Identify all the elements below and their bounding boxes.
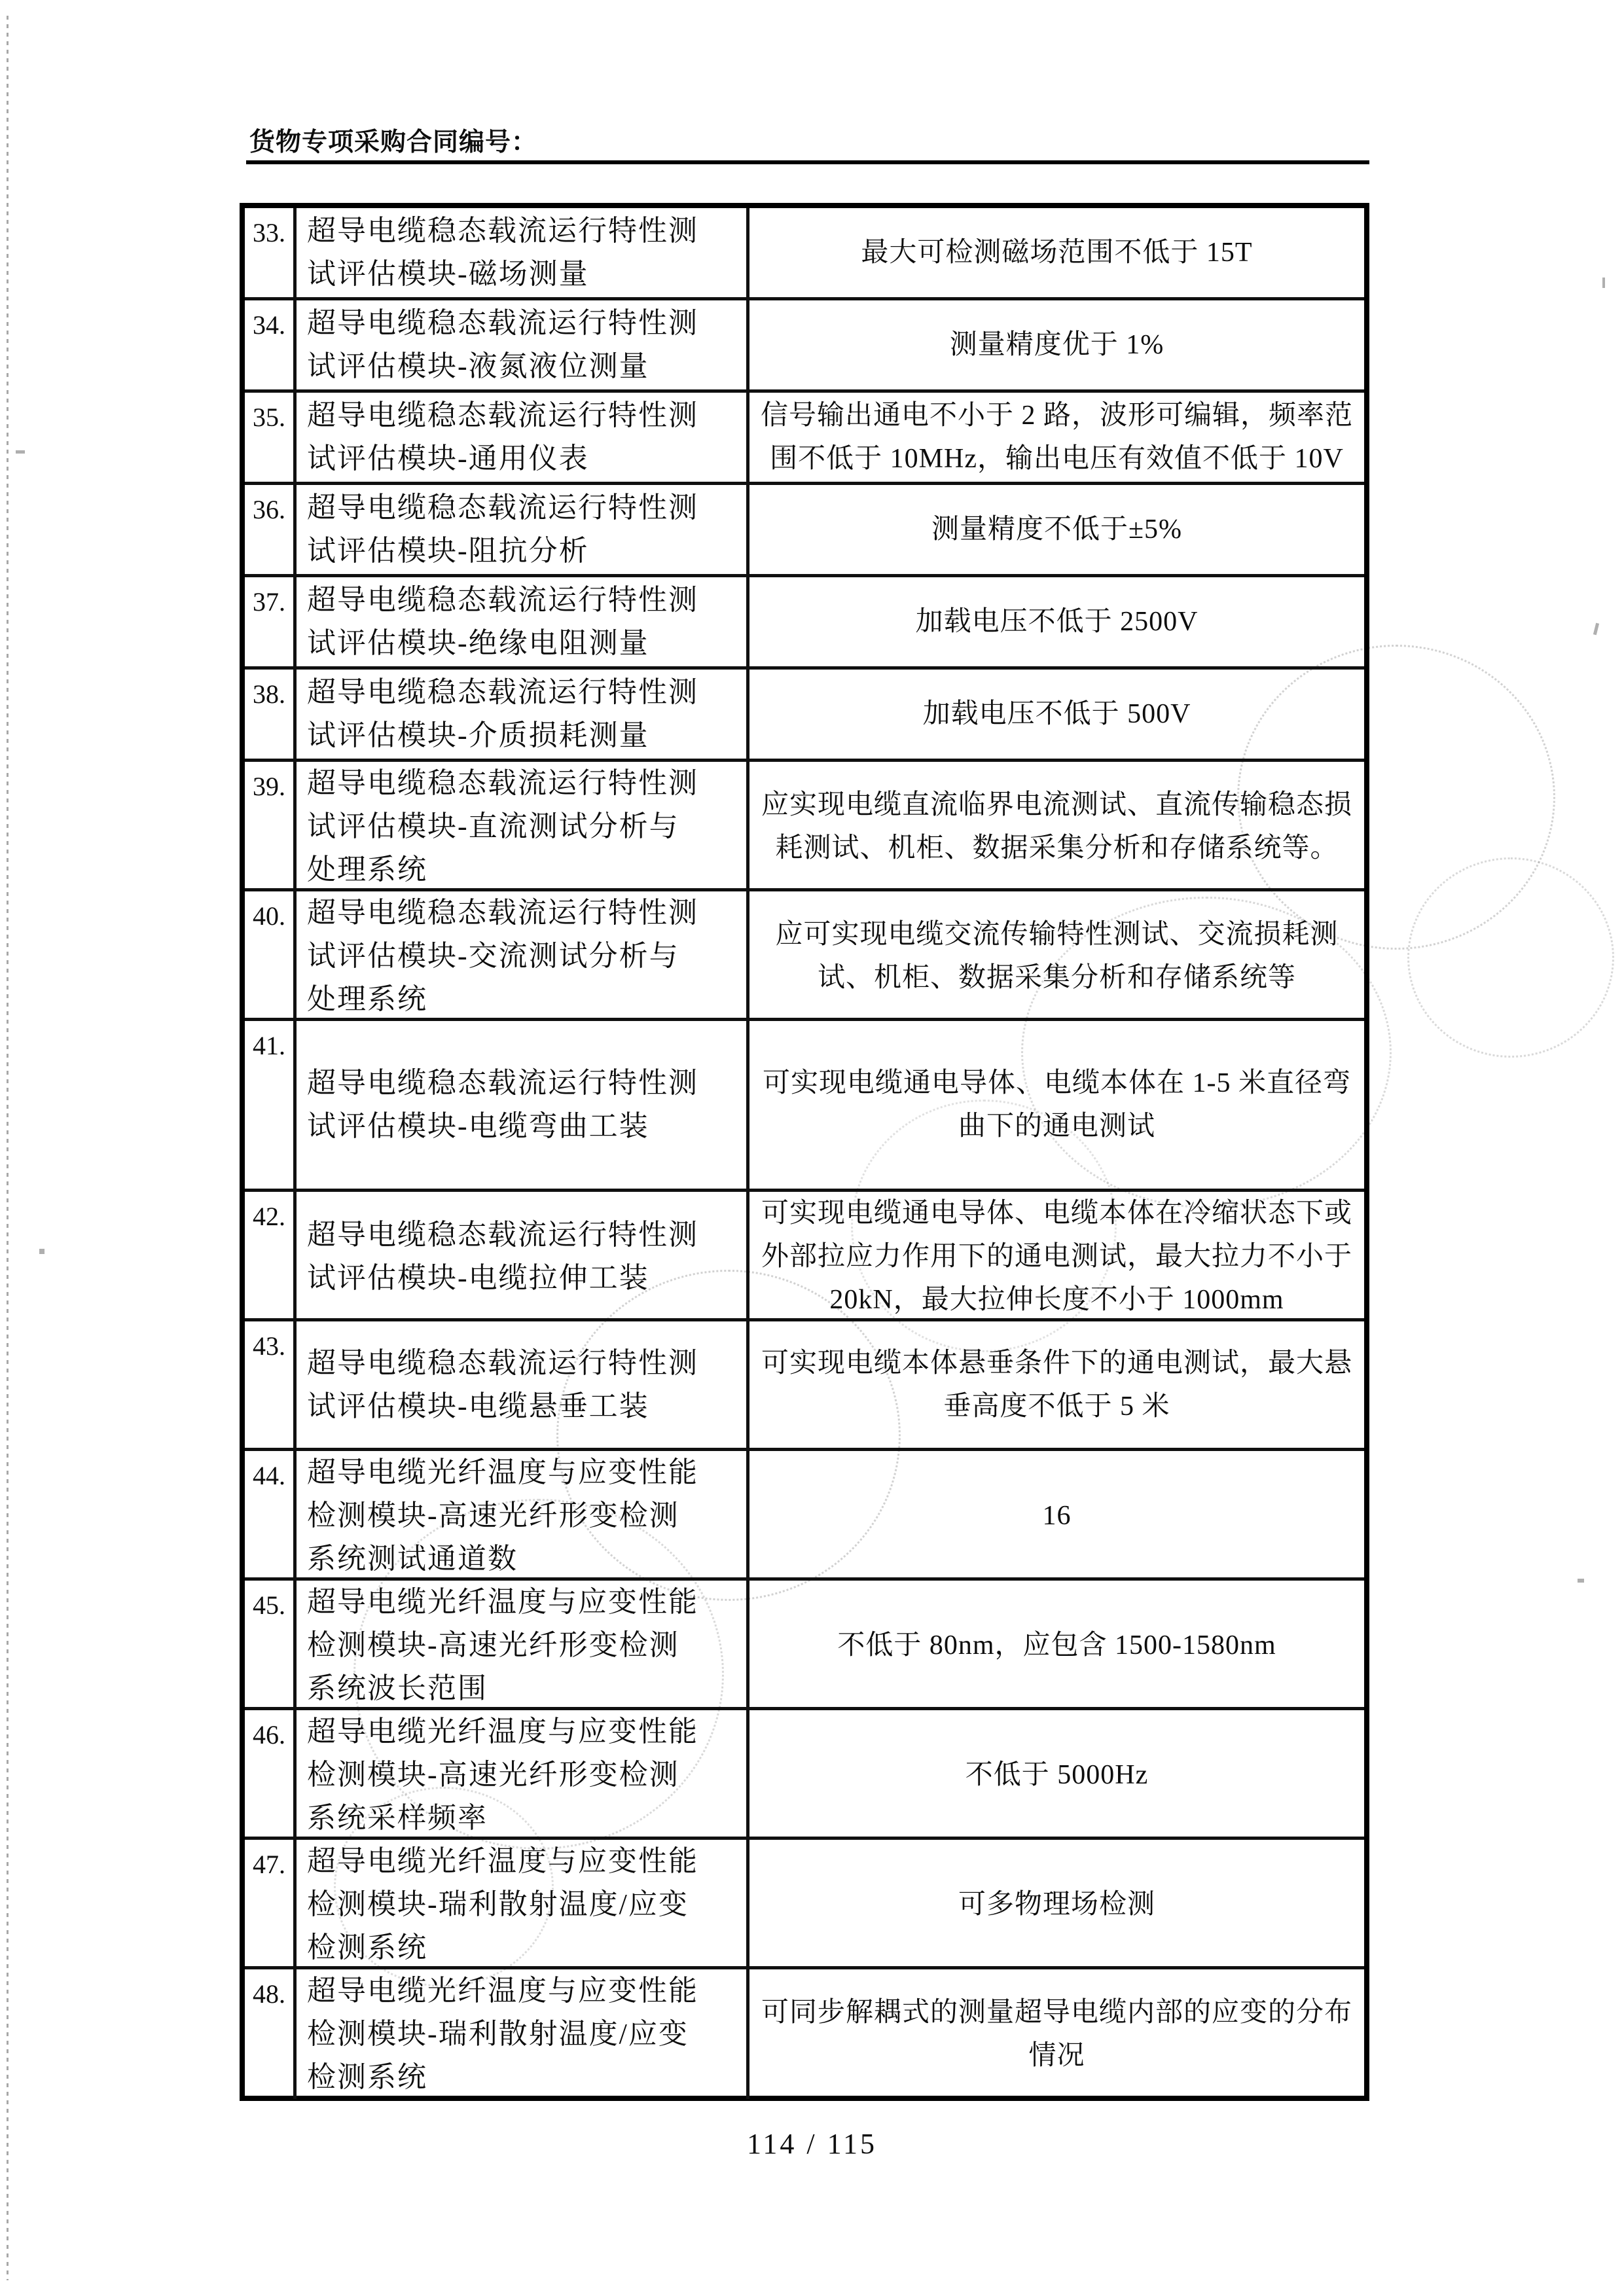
item-description-cell (297, 208, 749, 297)
item-description: 超导电缆光纤温度与应变性能检测模块-高速光纤形变检测系统波长范围 (307, 1586, 698, 1704)
item-specification: 加载电压不低于 500V (922, 699, 1191, 729)
item-description-cell (297, 891, 749, 1021)
item-specification-cell (749, 1321, 1364, 1448)
item-description: 超导电缆稳态载流运行特性测试评估模块-交流测试分析与处理系统 (307, 897, 698, 1015)
item-specification-cell (749, 891, 1364, 1021)
item-specification: 可同步解耦式的测量超导电缆内部的应变的分布情况 (761, 1998, 1352, 2071)
item-description: 超导电缆光纤温度与应变性能检测模块-瑞利散射温度/应变检测系统 (307, 1845, 698, 1964)
item-specification: 不低于 80nm，应包含 1500-1580nm (837, 1630, 1276, 1660)
table-row (245, 1581, 1364, 1710)
item-description-cell (297, 1710, 749, 1840)
row-number: 43. (245, 1321, 297, 1448)
contract-number-label: 货物专项采购合同编号： (249, 128, 538, 156)
row-number: 47. (245, 1840, 297, 1969)
item-description-cell (297, 393, 749, 482)
item-specification-cell (749, 1969, 1364, 2099)
watermark-ring (1407, 857, 1614, 1058)
item-description-cell (297, 762, 749, 891)
row-number: 41. (245, 1021, 297, 1189)
row-number: 39. (245, 762, 297, 891)
item-specification-cell (749, 670, 1364, 759)
item-specification: 测量精度不低于±5% (931, 514, 1183, 545)
row-number: 45. (245, 1581, 297, 1710)
item-specification-cell (749, 762, 1364, 891)
item-specification: 可实现电缆通电导体、电缆本体在 1-5 米直径弯曲下的通电测试 (763, 1068, 1351, 1141)
row-number: 37. (245, 577, 297, 666)
item-description-cell (297, 300, 749, 389)
item-specification: 16 (1042, 1501, 1072, 1531)
item-description: 超导电缆稳态载流运行特性测试评估模块-电缆悬垂工装 (307, 1346, 698, 1422)
row-number: 33. (245, 208, 297, 297)
item-specification: 可实现电缆通电导体、电缆本体在冷缩状态下或外部拉应力作用下的通电测试，最大拉力不小于 20kN，最大拉伸长度不小于 1000mm (761, 1198, 1352, 1315)
contract-number-blank-line (246, 160, 1369, 164)
item-description-cell (297, 1969, 749, 2099)
item-description: 超导电缆稳态载流运行特性测试评估模块-磁场测量 (307, 215, 698, 290)
item-description-cell (297, 670, 749, 759)
item-specification-cell (749, 1192, 1364, 1321)
row-number: 44. (245, 1451, 297, 1581)
row-number: 42. (245, 1192, 297, 1321)
scan-speck (1602, 278, 1605, 288)
item-specification-cell (749, 1840, 1364, 1969)
row-number: 38. (245, 670, 297, 759)
item-specification: 应实现电缆直流临界电流测试、直流传输稳态损耗测试、机柜、数据采集分析和存储系统等。 (761, 790, 1352, 863)
item-specification-cell (749, 300, 1364, 389)
item-description-cell (297, 1840, 749, 1969)
row-number: 36. (245, 485, 297, 574)
scan-speck (1593, 623, 1599, 636)
item-specification-cell (749, 577, 1364, 666)
item-description: 超导电缆光纤温度与应变性能检测模块-瑞利散射温度/应变检测系统 (307, 1975, 698, 2093)
row-number: 48. (245, 1969, 297, 2099)
item-description-cell (297, 485, 749, 574)
table-row (245, 1840, 1364, 1969)
table-row (245, 1192, 1364, 1321)
item-description: 超导电缆稳态载流运行特性测试评估模块-液氮液位测量 (307, 307, 698, 382)
item-description-cell (297, 1192, 749, 1321)
table-row (245, 1710, 1364, 1840)
item-specification-cell (749, 1451, 1364, 1581)
item-specification-cell (749, 1581, 1364, 1710)
item-description: 超导电缆稳态载流运行特性测试评估模块-阻抗分析 (307, 492, 698, 567)
page-number: 114 / 115 (747, 2128, 877, 2160)
table-row (245, 485, 1364, 577)
item-specification: 可多物理场检测 (958, 1890, 1155, 1920)
spec-table (240, 203, 1369, 2101)
item-description: 超导电缆稳态载流运行特性测试评估模块-介质损耗测量 (307, 676, 698, 751)
item-specification: 信号输出通电不小于 2 路，波形可编辑，频率范围不低于 10MHz，输出电压有效值不低于 10V (760, 401, 1353, 474)
item-description: 超导电缆稳态载流运行特性测试评估模块-通用仪表 (307, 399, 698, 475)
item-specification-cell (749, 1710, 1364, 1840)
item-description: 超导电缆稳态载流运行特性测试评估模块-电缆弯曲工装 (307, 1067, 698, 1142)
item-description: 超导电缆稳态载流运行特性测试评估模块-直流测试分析与处理系统 (307, 767, 698, 886)
item-specification: 加载电压不低于 2500V (915, 607, 1199, 637)
table-row (245, 670, 1364, 762)
row-number: 40. (245, 891, 297, 1021)
item-specification: 应可实现电缆交流传输特性测试、交流损耗测试、机柜、数据采集分析和存储系统等 (775, 920, 1339, 993)
row-number: 46. (245, 1710, 297, 1840)
scan-edge-artifact (7, 16, 9, 2280)
table-row (245, 208, 1364, 300)
item-description-cell (297, 1581, 749, 1710)
item-specification: 不低于 5000Hz (965, 1760, 1149, 1790)
item-specification: 可实现电缆本体悬垂条件下的通电测试，最大悬垂高度不低于 5 米 (761, 1348, 1352, 1422)
table-row (245, 1321, 1364, 1451)
scan-speck (39, 1249, 45, 1254)
table-row (245, 300, 1364, 393)
row-number: 34. (245, 300, 297, 389)
item-specification-cell (749, 1021, 1364, 1189)
item-specification: 最大可检测磁场范围不低于 15T (861, 238, 1253, 268)
item-description-cell (297, 1321, 749, 1448)
item-description: 超导电缆光纤温度与应变性能检测模块-高速光纤形变检测系统采样频率 (307, 1715, 698, 1834)
item-specification-cell (749, 485, 1364, 574)
table-row (245, 891, 1364, 1021)
table-row (245, 762, 1364, 891)
item-description: 超导电缆稳态载流运行特性测试评估模块-电缆拉伸工装 (307, 1219, 698, 1294)
item-description-cell (297, 1451, 749, 1581)
row-number: 35. (245, 393, 297, 482)
item-specification-cell (749, 208, 1364, 297)
item-description: 超导电缆光纤温度与应变性能检测模块-高速光纤形变检测系统测试通道数 (307, 1456, 698, 1575)
table-row (245, 577, 1364, 670)
scan-speck (1578, 1579, 1584, 1583)
item-specification: 测量精度优于 1% (949, 330, 1164, 360)
table-row (245, 393, 1364, 485)
item-description-cell (297, 1021, 749, 1189)
table-row (245, 1451, 1364, 1581)
table-row (245, 1969, 1364, 2096)
item-description-cell (297, 577, 749, 666)
item-specification-cell (749, 393, 1364, 482)
table-row (245, 1021, 1364, 1192)
item-description: 超导电缆稳态载流运行特性测试评估模块-绝缘电阻测量 (307, 584, 698, 659)
scan-speck (16, 450, 25, 454)
